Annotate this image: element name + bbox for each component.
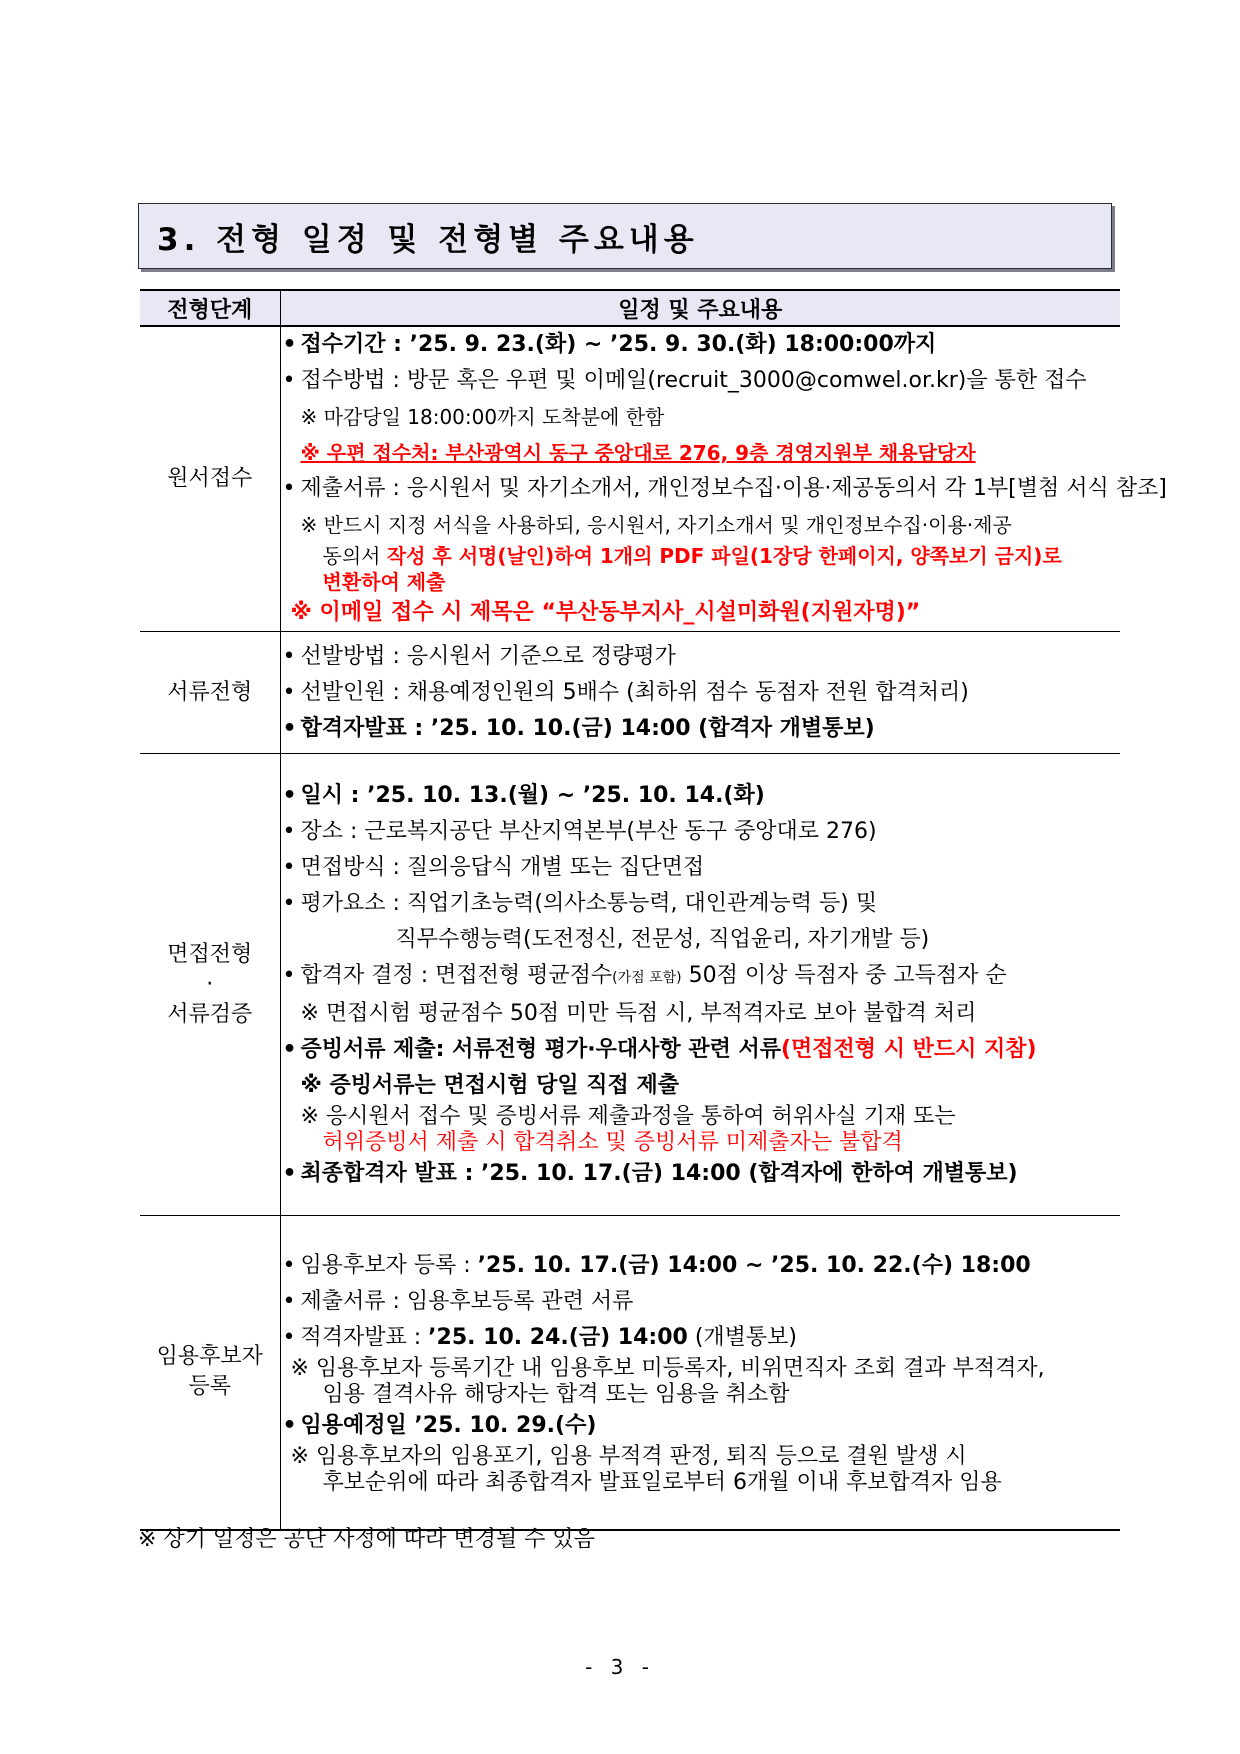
pass-decision: • 합격자 결정 : 면접전형 평균점수(가점 포함) 50점 이상 득점자 중 고득점자 순 [281, 958, 1121, 996]
form-note-line2: 동의서 작성 후 서명(날인)하여 1개의 PDF 파일(1장당 한페이지, 양쪽보기 금지)로 [322, 544, 1062, 568]
vacancy-note-line1: ※ 임용후보자의 임용포기, 임용 부적격 판정, 퇴직 등으로 결원 발생 시 [290, 1444, 967, 1470]
screening-count: • 선발인원 : 채용예정인원의 5배수 (최하위 점수 동점자 전원 합격처리) [281, 675, 1121, 711]
stage-document-screening: 서류전형 [140, 632, 280, 754]
eligible-announce: • 적격자발표 : ’25. 10. 24.(금) 14:00 (개별통보) [281, 1320, 1121, 1356]
form-note-line3: 변환하여 제출 [322, 570, 446, 594]
deadline-note: ※ 마감당일 18:00:00까지 도착분에 한함 [300, 405, 665, 429]
false-note-line2: 허위증빙서 제출 시 합격취소 및 증빙서류 미제출자는 불합격 [322, 1129, 903, 1155]
stage-document-screening-content [280, 632, 1120, 754]
table-row [140, 1216, 1120, 1530]
cancel-note-line2: 임용 결격사유 해당자는 합격 또는 임용을 취소함 [322, 1382, 790, 1408]
appointment-date: • 임용예정일 ’25. 10. 29.(수) [281, 1408, 1121, 1444]
section-title: 3. 전형 일정 및 전형별 주요내용 [138, 203, 1112, 269]
application-method: • 접수방법 : 방문 혹은 우편 및 이메일(recruit_3000@comwel.or.kr)을 통한 접수 [281, 363, 1121, 399]
stage-interview: 면접전형 · 서류검증 [140, 754, 280, 1216]
cancel-note-line1: ※ 임용후보자 등록기간 내 임용후보 미등록자, 비위면직자 조회 결과 부적격자, [290, 1356, 1045, 1382]
proof-documents: • 증빙서류 제출: 서류전형 평가·우대사항 관련 서류(면접전형 시 반드시 지참) [281, 1032, 1121, 1068]
stage-interview-content [280, 754, 1120, 1216]
stage-registration: 임용후보자 등록 [140, 1216, 280, 1530]
application-period: • 접수기간 : ’25. 9. 23.(화) ~ ’25. 9. 30.(화) 18:00:00까지 [281, 327, 1121, 363]
evaluation-line2: 직무수행능력(도전정신, 전문성, 직업윤리, 자기개발 등) [395, 926, 930, 952]
table-row [140, 326, 1120, 632]
interview-date: • 일시 : ’25. 10. 13.(월) ~ ’25. 10. 14.(화) [281, 778, 1121, 814]
screening-announce: • 합격자발표 : ’25. 10. 10.(금) 14:00 (합격자 개별통보) [281, 711, 1121, 747]
stage-application: 원서접수 [140, 326, 280, 632]
bottom-note: ※ 상기 일정은 공단 사정에 따라 변경될 수 있음 [138, 1527, 595, 1552]
false-note-line1: ※ 응시원서 접수 및 증빙서류 제출과정을 통하여 허위사실 기재 또는 [300, 1103, 956, 1129]
screening-method: • 선발방법 : 응시원서 기준으로 정량평가 [281, 639, 1121, 675]
interview-method: • 면접방식 : 질의응답식 개별 또는 집단면접 [281, 850, 1121, 886]
vacancy-note-line2: 후보순위에 따라 최종합격자 발표일로부터 6개월 이내 후보합격자 임용 [322, 1470, 1002, 1496]
form-note-line1: ※ 반드시 지정 서식을 사용하되, 응시원서, 자기소개서 및 개인정보수집·이용·제공 [300, 513, 1012, 537]
stage-application-content [280, 326, 1167, 632]
table-row [140, 754, 1120, 1216]
table-row [140, 632, 1120, 754]
mail-address: ※ 우편 접수처: 부산광역시 동구 중앙대로 276, 9층 경영지원부 채용담당자 [300, 441, 976, 465]
evaluation-line1: • 평가요소 : 직업기초능력(의사소통능력, 대인관계능력 등) 및 [281, 886, 1121, 922]
registration-documents: • 제출서류 : 임용후보등록 관련 서류 [281, 1284, 1121, 1320]
schedule-table [140, 289, 1167, 1531]
email-subject-note: ※ 이메일 접수 시 제목은 “부산동부지사_시설미화원(지원자명)” [290, 600, 921, 625]
application-documents: • 제출서류 : 응시원서 및 자기소개서, 개인정보수집·이용·제공동의서 각 1부[별첨 서식 참조] [281, 471, 1121, 507]
header-content: 일정 및 주요내용 [280, 290, 1120, 326]
stage-registration-content [280, 1216, 1120, 1530]
interview-place: • 장소 : 근로복지공단 부산지역본부(부산 동구 중앙대로 276) [281, 814, 1121, 850]
final-announce: • 최종합격자 발표 : ’25. 10. 17.(금) 14:00 (합격자에 한하여 개별통보) [281, 1156, 1121, 1192]
registration-period: • 임용후보자 등록 : ’25. 10. 17.(금) 14:00 ~ ’25. 10. 22.(수) 18:00 [281, 1248, 1121, 1284]
proof-day-note: ※ 증빙서류는 면접시험 당일 직접 제출 [300, 1072, 679, 1098]
fail-note: ※ 면접시험 평균점수 50점 미만 득점 시, 부적격자로 보아 불합격 처리 [300, 1000, 977, 1026]
table-header-row [140, 290, 1120, 326]
page-number: - 3 - [585, 1655, 655, 1679]
header-stage: 전형단계 [140, 290, 280, 326]
